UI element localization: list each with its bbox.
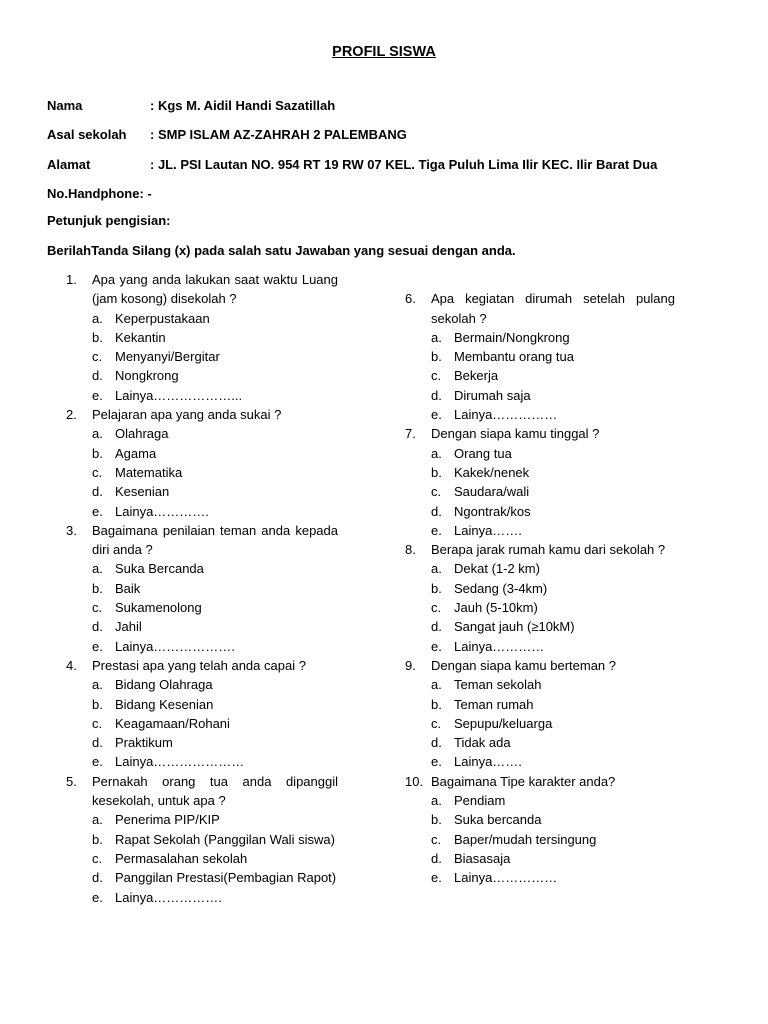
option-letter: c. — [431, 484, 442, 500]
question — [405, 424, 675, 443]
option-letter: d. — [431, 619, 442, 635]
answer-option[interactable] — [405, 752, 675, 771]
option-letter: e. — [92, 387, 103, 403]
instructions-text: BerilahTanda Silang (x) pada salah satu Jawaban yang sesuai dengan anda. — [47, 243, 516, 258]
question-text: Apa yang anda lakukan saat waktu Luang (jam kosong) disekolah ? — [92, 272, 338, 307]
option-letter: a. — [431, 561, 442, 577]
option-text: Orang tua — [454, 445, 512, 461]
question-text: Pernakah orang tua anda dipanggil kesekolah, untuk apa ? — [92, 773, 338, 809]
option-letter: c. — [431, 831, 442, 847]
option-letter: a. — [92, 561, 103, 577]
option-letter: a. — [92, 426, 103, 442]
question-number: 9. — [405, 657, 416, 673]
question-number: 8. — [405, 542, 416, 558]
answer-option[interactable] — [405, 502, 675, 521]
answer-option[interactable] — [405, 675, 675, 694]
answer-option[interactable] — [66, 849, 338, 868]
answer-option[interactable] — [405, 482, 675, 501]
option-text: Kakek/nenek — [454, 464, 530, 480]
option-text: Saudara/wali — [454, 484, 530, 500]
option-text: Penerima PIP/KIP — [115, 812, 220, 828]
option-text: Dirumah saja — [454, 387, 531, 403]
option-letter: b. — [431, 464, 442, 480]
option-letter: b. — [92, 696, 103, 712]
answer-option[interactable] — [66, 752, 338, 771]
option-letter: e. — [431, 754, 442, 770]
answer-option[interactable] — [405, 695, 675, 714]
answer-option[interactable] — [405, 637, 675, 656]
option-text: Dekat (1-2 km) — [454, 561, 540, 577]
answer-option[interactable] — [66, 463, 338, 482]
option-letter: d. — [431, 503, 442, 519]
option-text: Sangat jauh (≥10kM) — [454, 619, 575, 635]
option-letter: a. — [431, 677, 442, 693]
question — [66, 405, 338, 424]
answer-option[interactable] — [405, 598, 675, 617]
option-text: Membantu orang tua — [454, 349, 574, 365]
option-text: Matematika — [115, 464, 183, 480]
option-text: Bekerja — [454, 368, 499, 384]
option-letter: d. — [431, 387, 442, 403]
option-text: Pendiam — [454, 793, 506, 809]
answer-option[interactable] — [66, 830, 338, 849]
question-text: Bagaimana Tipe karakter anda? — [431, 773, 616, 789]
option-text: Sedang (3-4km) — [454, 580, 548, 596]
option-text: Biasasaja — [454, 850, 511, 866]
option-text: Teman rumah — [454, 696, 534, 712]
option-text: Panggilan Prestasi(Pembagian Rapot) — [115, 870, 337, 886]
question — [66, 772, 338, 811]
answer-option[interactable] — [66, 617, 338, 636]
option-text: Agama — [115, 445, 157, 461]
question-text: Apa kegiatan dirumah setelah pulang sekolah ? — [431, 291, 675, 326]
answer-option[interactable] — [405, 810, 675, 829]
answer-option[interactable] — [405, 714, 675, 733]
option-text: Olahraga — [115, 426, 169, 442]
option-text: Baik — [115, 580, 141, 596]
answer-option[interactable] — [66, 695, 338, 714]
info-label: Asal sekolah — [47, 127, 127, 142]
option-letter: d. — [92, 870, 103, 886]
answer-option[interactable] — [405, 444, 675, 463]
option-text: Lainya…………… — [454, 870, 558, 886]
column-spacer — [405, 270, 675, 289]
option-letter: d. — [92, 619, 103, 635]
option-letter: e. — [92, 638, 103, 654]
answer-option[interactable] — [405, 579, 675, 598]
option-letter: a. — [92, 310, 103, 326]
option-text: Tidak ada — [454, 735, 511, 751]
option-letter: e. — [92, 503, 103, 519]
option-letter: d. — [92, 484, 103, 500]
option-letter: a. — [431, 445, 442, 461]
answer-option[interactable] — [66, 868, 338, 887]
question-text: Pelajaran apa yang anda sukai ? — [92, 407, 282, 423]
answer-option[interactable] — [66, 502, 338, 521]
info-label: Alamat — [47, 157, 91, 172]
option-text: Lainya…………… — [454, 407, 558, 423]
question-number: 5. — [66, 773, 77, 789]
option-letter: d. — [431, 735, 442, 751]
option-text: Lainya………………... — [115, 387, 243, 403]
answer-option[interactable] — [405, 830, 675, 849]
option-text: Suka bercanda — [454, 812, 542, 828]
option-letter: b. — [92, 445, 103, 461]
option-text: Permasalahan sekolah — [115, 850, 248, 866]
question — [66, 270, 338, 309]
option-letter: b. — [431, 812, 442, 828]
option-letter: d. — [92, 735, 103, 751]
question — [405, 772, 675, 791]
option-text: Keagamaan/Rohani — [115, 715, 230, 731]
option-letter: c. — [431, 600, 442, 616]
option-letter: a. — [431, 793, 442, 809]
option-text: Bermain/Nongkrong — [454, 329, 570, 345]
option-letter: e. — [431, 407, 442, 423]
answer-option[interactable] — [66, 733, 338, 752]
question-number: 2. — [66, 407, 77, 423]
option-text: Baper/mudah tersingung — [454, 831, 597, 847]
question-number: 1. — [66, 272, 77, 287]
answer-option[interactable] — [405, 386, 675, 405]
info-asal-sekolah — [47, 127, 407, 142]
question-number: 4. — [66, 657, 77, 673]
option-text: Bidang Olahraga — [115, 677, 213, 693]
answer-option[interactable] — [66, 675, 338, 694]
option-text: Kesenian — [115, 484, 170, 500]
question-number: 10. — [405, 773, 424, 789]
option-letter: d. — [431, 850, 442, 866]
answer-option[interactable] — [405, 617, 675, 636]
question — [405, 289, 675, 328]
option-text: Keperpustakaan — [115, 310, 210, 326]
question — [66, 656, 338, 675]
question — [405, 540, 675, 559]
option-text: Lainya…………. — [115, 503, 209, 519]
question-text: Prestasi apa yang telah anda capai ? — [92, 657, 306, 673]
option-letter: b. — [92, 580, 103, 596]
answer-option[interactable] — [405, 405, 675, 424]
option-text: Praktikum — [115, 735, 173, 751]
option-letter: c. — [431, 715, 442, 731]
option-text: Teman sekolah — [454, 677, 542, 693]
option-letter: c. — [92, 715, 103, 731]
option-letter: a. — [92, 812, 103, 828]
answer-option[interactable] — [66, 328, 338, 347]
option-letter: b. — [431, 696, 442, 712]
info-alamat — [47, 157, 657, 172]
answer-option[interactable] — [405, 791, 675, 810]
option-text: Lainya………………… — [115, 754, 245, 770]
option-text: Rapat Sekolah (Panggilan Wali siswa) — [115, 831, 335, 847]
answer-option[interactable] — [66, 424, 338, 443]
answer-option[interactable] — [66, 598, 338, 617]
answer-option[interactable] — [405, 463, 675, 482]
option-text: Lainya……………. — [115, 889, 222, 905]
answer-option[interactable] — [405, 521, 675, 540]
answer-option[interactable] — [66, 579, 338, 598]
info-value: : SMP ISLAM AZ-ZAHRAH 2 PALEMBANG — [150, 127, 407, 142]
option-letter: c. — [92, 850, 103, 866]
option-text: Lainya………………. — [115, 638, 235, 654]
answer-option[interactable] — [66, 482, 338, 501]
answer-option[interactable] — [405, 868, 675, 887]
answer-option[interactable] — [66, 810, 338, 829]
option-letter: e. — [92, 754, 103, 770]
answer-option[interactable] — [405, 849, 675, 868]
question — [405, 656, 675, 675]
answer-option[interactable] — [66, 714, 338, 733]
info-value: : Kgs M. Aidil Handi Sazatillah — [150, 98, 336, 113]
option-text: Menyanyi/Bergitar — [115, 349, 220, 365]
info-handphone — [47, 186, 152, 201]
answer-option[interactable] — [66, 309, 338, 328]
answer-option[interactable] — [66, 888, 338, 907]
option-letter: a. — [92, 677, 103, 693]
question-text: Dengan siapa kamu berteman ? — [431, 657, 617, 673]
answer-option[interactable] — [66, 637, 338, 656]
option-letter: e. — [431, 870, 442, 886]
page-title: PROFIL SISWA — [332, 44, 436, 60]
option-text: Bidang Kesenian — [115, 696, 214, 712]
question-text: Bagaimana penilaian teman anda kepada diri anda ? — [92, 522, 338, 558]
option-text: Kekantin — [115, 329, 166, 345]
option-letter: d. — [92, 368, 103, 384]
answer-option[interactable] — [405, 366, 675, 385]
option-letter: c. — [431, 368, 442, 384]
option-text: Lainya………… — [454, 638, 545, 654]
option-text: Nongkrong — [115, 368, 179, 384]
option-text: Jauh (5-10km) — [454, 600, 538, 616]
option-letter: e. — [92, 889, 103, 905]
option-letter: b. — [92, 831, 103, 847]
info-label: No.Handphone — [47, 186, 140, 201]
question-number: 7. — [405, 426, 416, 442]
info-label: Nama — [47, 98, 83, 113]
question-text: Dengan siapa kamu tinggal ? — [431, 426, 600, 442]
info-nama — [47, 98, 335, 113]
answer-option[interactable] — [405, 559, 675, 578]
answer-option[interactable] — [66, 559, 338, 578]
answer-option[interactable] — [405, 328, 675, 347]
option-letter: a. — [431, 329, 442, 345]
option-letter: c. — [92, 349, 103, 365]
option-letter: b. — [431, 349, 442, 365]
option-text: Ngontrak/kos — [454, 503, 531, 519]
answer-option[interactable] — [66, 444, 338, 463]
option-letter: b. — [92, 329, 103, 345]
option-text: Sepupu/keluarga — [454, 715, 553, 731]
answer-option[interactable] — [66, 386, 338, 405]
questions-right-column — [405, 270, 675, 888]
questions-left-column — [66, 270, 338, 907]
option-letter: e. — [431, 638, 442, 654]
option-text: Sukamenolong — [115, 600, 202, 616]
info-value: : JL. PSI Lautan NO. 954 RT 19 RW 07 KEL. Tiga Puluh Lima Ilir KEC. Ilir Barat Dua — [150, 157, 658, 172]
option-letter: e. — [431, 522, 442, 538]
question — [66, 521, 338, 560]
answer-option[interactable] — [66, 347, 338, 366]
question-number: 6. — [405, 291, 416, 307]
option-text: Suka Bercanda — [115, 561, 204, 577]
answer-option[interactable] — [66, 366, 338, 385]
option-letter: c. — [92, 464, 103, 480]
option-letter: c. — [92, 600, 103, 616]
instructions-heading: Petunjuk pengisian: — [47, 213, 171, 228]
answer-option[interactable] — [405, 733, 675, 752]
option-text: Jahil — [115, 619, 142, 635]
answer-option[interactable] — [405, 347, 675, 366]
question-number: 3. — [66, 522, 77, 538]
question-text: Berapa jarak rumah kamu dari sekolah ? — [431, 542, 666, 558]
option-letter: b. — [431, 580, 442, 596]
option-text: Lainya……. — [454, 754, 522, 770]
option-text: Lainya……. — [454, 522, 522, 538]
info-value: : - — [139, 186, 152, 201]
